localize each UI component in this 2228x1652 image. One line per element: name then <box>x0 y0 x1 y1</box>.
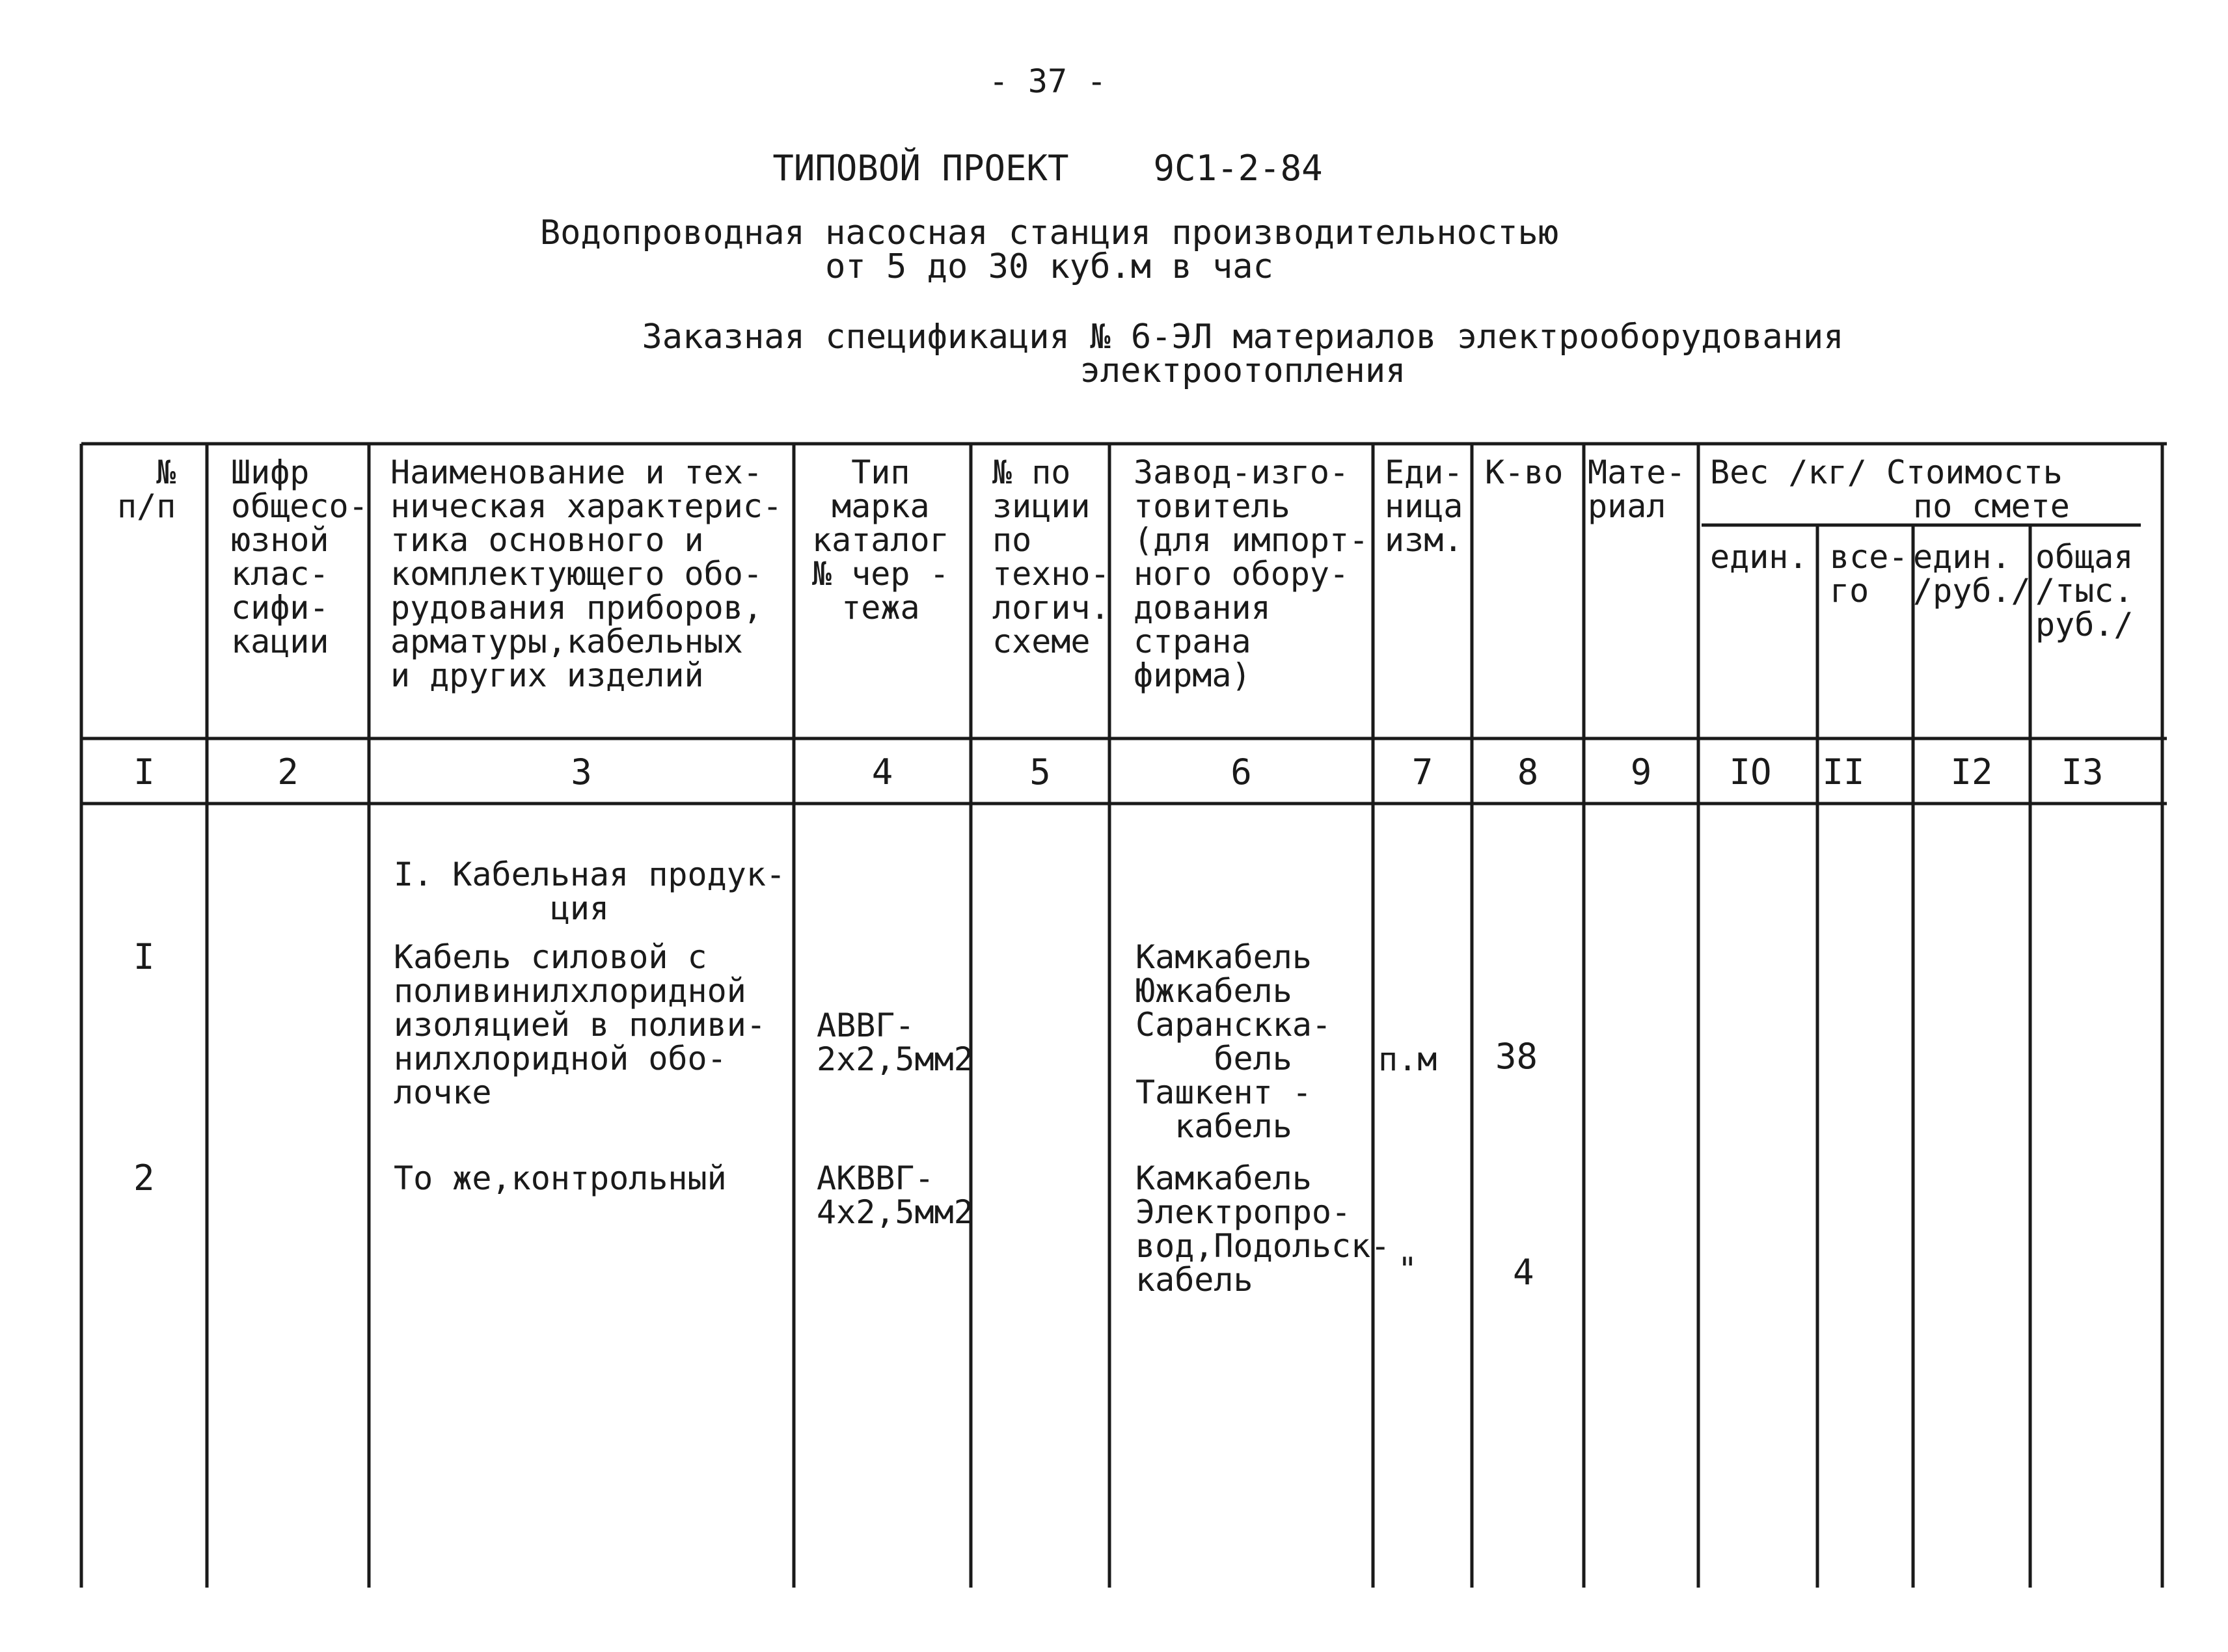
table-row-2-number: 2 <box>133 1158 155 1198</box>
table-row-1-type: АВВГ- 2х2,5мм2 <box>817 1007 973 1078</box>
column-number-6: 6 <box>1230 752 1252 792</box>
title-line-1: Водопроводная насосная станция производительностью <box>539 213 1559 252</box>
header-unit-weight: един. <box>1710 538 1808 576</box>
table-row-2-name: То же,контрольный <box>394 1159 727 1197</box>
header-manufacturer: Завод-изго- товитель (для импорт- ного обору- дования страна фирма) <box>1134 454 1369 694</box>
table-row-1-unit: п.м <box>1378 1040 1437 1078</box>
table-row-1-name: Кабель силовой с поливинилхлоридной изоляцией в поливи- нилхлоридной обо- лочке <box>394 938 766 1111</box>
column-number-10: IO <box>1729 752 1772 792</box>
subtitle-line-1: Заказная спецификация № 6-ЭЛ материалов электрооборудования <box>642 318 1844 357</box>
table-row-1-quantity: 38 <box>1495 1036 1538 1077</box>
table-row-2-manufacturer: Камкабель Электропро- вод,Подольск- кабель <box>1135 1159 1391 1299</box>
column-number-11: II <box>1822 752 1865 792</box>
column-number-13: I3 <box>2061 752 2104 792</box>
page-number: - 37 - <box>988 62 1107 100</box>
header-quantity: К-во <box>1485 454 1564 491</box>
column-number-12: I2 <box>1950 752 1993 792</box>
title-line-2: от 5 до 30 куб.м в час <box>825 247 1273 286</box>
header-position-number: № по зиции по техно- логич. схеме <box>992 454 1110 660</box>
column-number-7: 7 <box>1411 752 1433 792</box>
column-number-2: 2 <box>277 752 299 792</box>
header-classification-code: Шифр общесо- юзной клас- сифи- кации <box>231 454 368 660</box>
header-type-brand: Тип марка каталог № чер - тежа <box>812 454 949 627</box>
header-total-cost: общая /тыс. руб./ <box>2035 538 2134 643</box>
column-number-4: 4 <box>871 752 893 792</box>
column-number-1: I <box>133 752 155 792</box>
column-number-9: 9 <box>1630 752 1652 792</box>
table-row-1-number: I <box>133 936 155 977</box>
table-row-2-type: АКВВГ- 4х2,5мм2 <box>817 1159 973 1231</box>
header-weight-cost: Вес /кг/ Стоимость <box>1710 454 2063 491</box>
column-number-5: 5 <box>1029 752 1051 792</box>
header-row-number: № п/п <box>117 454 176 525</box>
header-unit-cost: един. /руб./ <box>1913 538 2031 610</box>
header-estimate: по смете <box>1913 487 2070 525</box>
table-row-1-manufacturer: Камкабель Южкабель Саранскка- бель Ташкент - кабель <box>1135 938 1332 1145</box>
subtitle-line-2: электроотопления <box>1080 351 1406 390</box>
column-number-8: 8 <box>1517 752 1539 792</box>
header-total-weight: все- го <box>1830 538 1909 610</box>
header-item-name: Наименование и тех- ническая характерис- тика основного и комплектующего обо- рудования приборов, арматуры,кабельных и других изделий <box>390 454 783 694</box>
column-number-3: 3 <box>571 752 592 792</box>
header-material: Мате- риал <box>1588 454 1686 525</box>
header-unit: Еди- ница изм. <box>1385 454 1463 559</box>
table-row-2-quantity: 4 <box>1513 1252 1534 1293</box>
project-line: ТИПОВОЙ ПРОЕКТ 9С1-2-84 <box>772 148 1323 189</box>
table-row-2-unit: " <box>1398 1251 1418 1288</box>
section-heading: I. Кабельная продук- ция <box>394 856 786 927</box>
